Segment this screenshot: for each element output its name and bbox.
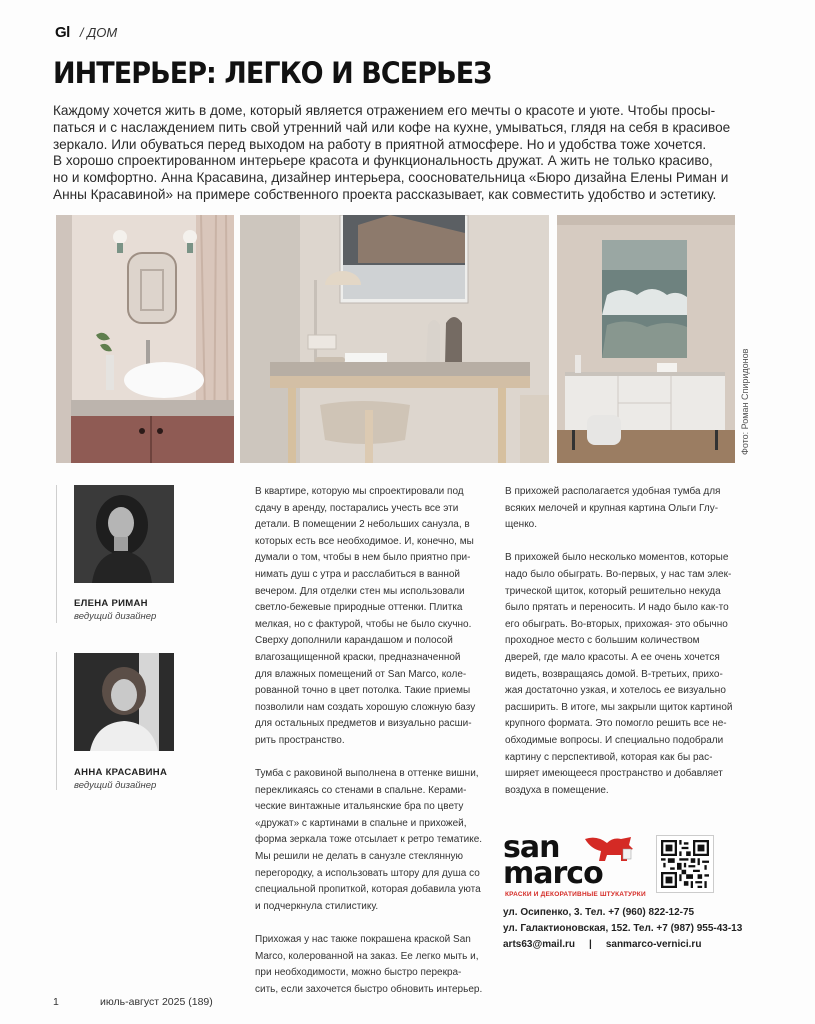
divider-line bbox=[56, 485, 57, 623]
text-line: Marco, колерованной на заказ. Ее легко мыть и, bbox=[255, 950, 479, 962]
text-line: его обыграть. Во-вторых, прихожая- это обычно bbox=[505, 618, 728, 630]
text-line: жая достаточно узкая, и хотелось ее визуально bbox=[505, 685, 726, 697]
text-line: для остальных предметов и визуально расши- bbox=[255, 718, 472, 730]
paragraph-gap bbox=[255, 750, 482, 767]
text-line: «дружат» с картинами в спальне и прихожей, bbox=[255, 817, 467, 829]
text-line: проходное место с большим количеством bbox=[505, 635, 700, 647]
text-line: рованной точно в цвет потолка. Такие приемы bbox=[255, 685, 471, 697]
ad-links bbox=[503, 939, 701, 950]
text-line: перекликаясь со стенами в спальне. Керами- bbox=[255, 784, 467, 796]
person-name: АННА КРАСАВИНА bbox=[74, 767, 168, 778]
ad-address-1: ул. Осипенко, 3. Тел. +7 (960) 822-12-75 bbox=[503, 907, 695, 918]
person-role: ведущий дизайнер bbox=[74, 611, 157, 622]
text-line: ческие винтажные итальянские бра по цвету bbox=[255, 801, 464, 813]
ad-separator: | bbox=[589, 939, 592, 950]
portrait-anna-krasavina bbox=[74, 653, 174, 751]
text-line: было прятать и переносить. И надо было как-то bbox=[505, 602, 729, 614]
text-line: Сверху дополнили карандашом и полосой bbox=[255, 635, 453, 647]
portrait-elena-riman bbox=[74, 485, 174, 583]
photo-hallway bbox=[557, 215, 735, 463]
person-name: ЕЛЕНА РИМАН bbox=[74, 598, 148, 609]
text-line: всяких мелочей и крупная картина Ольги Глу- bbox=[505, 502, 719, 514]
masthead bbox=[55, 24, 117, 41]
text-line: щенко. bbox=[505, 519, 538, 531]
magazine-logo: Gl bbox=[55, 24, 70, 41]
ad-tagline: КРАСКИ И ДЕКОРАТИВНЫЕ ШТУКАТУРКИ bbox=[505, 891, 646, 898]
text-line: думали о том, чтобы в нем было приятно при- bbox=[255, 552, 471, 564]
text-line: вечером. Для отделки стен мы использовали bbox=[255, 585, 465, 597]
lead-line: Каждому хочется жить в доме, который является отражением его мечты о красоте и уюте. Чтобы просы- bbox=[53, 103, 716, 118]
qr-code[interactable] bbox=[656, 835, 714, 893]
article-column-2 bbox=[505, 484, 732, 799]
text-line: для влажных помещений от San Marco, коле- bbox=[255, 668, 467, 680]
text-line: расширить. В итоге, мы закрыли щиток картиной bbox=[505, 701, 733, 713]
text-line: нимать душ с утра и расслабиться в ванной bbox=[255, 568, 461, 580]
text-line: крупного формата. Это помогло решить все не- bbox=[505, 718, 727, 730]
text-line: трической щиток, который решительно некуда bbox=[505, 585, 721, 597]
lead-line: Анны Красавиной» на примере собственного проекта рассказывает, как совместить удобство и эстетику. bbox=[53, 186, 717, 202]
text-line: воздуха в помещение. bbox=[505, 784, 609, 796]
ad-email-link[interactable]: arts63@mail.ru bbox=[503, 939, 576, 950]
text-line: форма зеркала тоже отсылает к ретро тематике. bbox=[255, 834, 483, 846]
ad-address-2: ул. Галактионовская, 152. Тел. +7 (987) 955-43-13 bbox=[503, 923, 743, 934]
person-role: ведущий дизайнер bbox=[74, 780, 157, 791]
issue-label: июль-август 2025 (189) bbox=[100, 996, 213, 1008]
text-line: при необходимости, можно быстро перекра- bbox=[255, 967, 462, 979]
text-line: видеть, возвращаясь домой. В-третьих, прихо- bbox=[505, 668, 723, 680]
text-line: В прихожей было несколько моментов, которые bbox=[505, 552, 729, 564]
lead-paragraph bbox=[53, 103, 753, 204]
text-line: Мы решили не делать в санузле стеклянную bbox=[255, 851, 464, 863]
lead-line: зеркало. Или обуваться перед выходом на работу в приятной атмосфере. Но и удобства тоже хочется. bbox=[53, 136, 707, 152]
text-line: сдачу в аренду, постарались учесть все эти bbox=[255, 502, 459, 514]
photo-bathroom bbox=[56, 215, 234, 463]
ad-website-link[interactable]: sanmarco-vernici.ru bbox=[605, 939, 702, 950]
text-line: которых есть все необходимое. И, конечно, мы bbox=[255, 535, 474, 547]
text-line: Прихожая у нас также покрашена краской San bbox=[255, 934, 471, 946]
text-line: картину с перспективой, которая как бы рас- bbox=[505, 751, 713, 763]
text-line: Тумба с раковиной выполнена в оттенке вишни, bbox=[255, 768, 479, 780]
text-line: В квартире, которую мы спроектировали под bbox=[255, 486, 464, 497]
text-line: позволили нам создать хорошую сложную базу bbox=[255, 701, 476, 713]
photo-desk bbox=[240, 215, 549, 463]
text-line: детали. В помещении 2 небольших санузла, в bbox=[255, 519, 470, 531]
text-line: надо было обыграть. Во-первых, у нас там элек- bbox=[505, 568, 732, 580]
divider-line bbox=[56, 652, 57, 790]
paragraph-gap bbox=[505, 534, 732, 551]
text-line: светло-бежевые природные оттенки. Плитка bbox=[255, 602, 463, 614]
qr-code-icon bbox=[661, 840, 709, 888]
text-line: сить, если захочется быстро обновить интерьер. bbox=[255, 983, 483, 995]
text-line: влагозащищенной краски, предназначенной bbox=[255, 651, 461, 663]
winged-lion-icon bbox=[583, 835, 635, 863]
paragraph-gap bbox=[255, 915, 482, 932]
sanmarco-logo: san marco bbox=[503, 830, 603, 891]
text-line: ширяет имеющееся пространство и добавляет bbox=[505, 768, 723, 780]
text-line: В прихожей располагается удобная тумба для bbox=[505, 486, 721, 497]
text-line: обходимые вопросы. И специально подобрали bbox=[505, 734, 724, 746]
lead-line: В хорошо спроектированном интерьере красота и функциональность дружат. А жить не только красиво, bbox=[53, 153, 713, 169]
article-title: ИНТЕРЬЕР: ЛЕГКО И ВСЕРЬЕЗ bbox=[53, 56, 492, 90]
lead-line: но и комфортно. Анна Красавина, дизайнер интерьера, соосновательница «Бюро дизайна Елены Риман и bbox=[53, 170, 729, 186]
page-number: 1 bbox=[53, 996, 59, 1008]
text-line: и подчеркнула стилистику. bbox=[255, 900, 379, 912]
text-line: мелкая, но с фактурой, чтобы не было скучно. bbox=[255, 618, 472, 630]
article-column-1 bbox=[255, 484, 482, 998]
section-label: / ДОМ bbox=[79, 25, 118, 40]
photo-credit: Фото: Роман Спиридонов bbox=[740, 348, 750, 455]
text-line: дверей, где мало красоты. А ее очень хочется bbox=[505, 651, 720, 663]
text-line: рить пространство. bbox=[255, 734, 345, 746]
lead-line: паться и с наслаждением пить свой утренний чай или кофе на кухне, умываться, глядя на себя в красивое bbox=[53, 119, 731, 135]
text-line: перегородку, а использовать штору для душа со bbox=[255, 867, 480, 879]
text-line: специальной пропиткой, которая добавила уюта bbox=[255, 884, 481, 896]
